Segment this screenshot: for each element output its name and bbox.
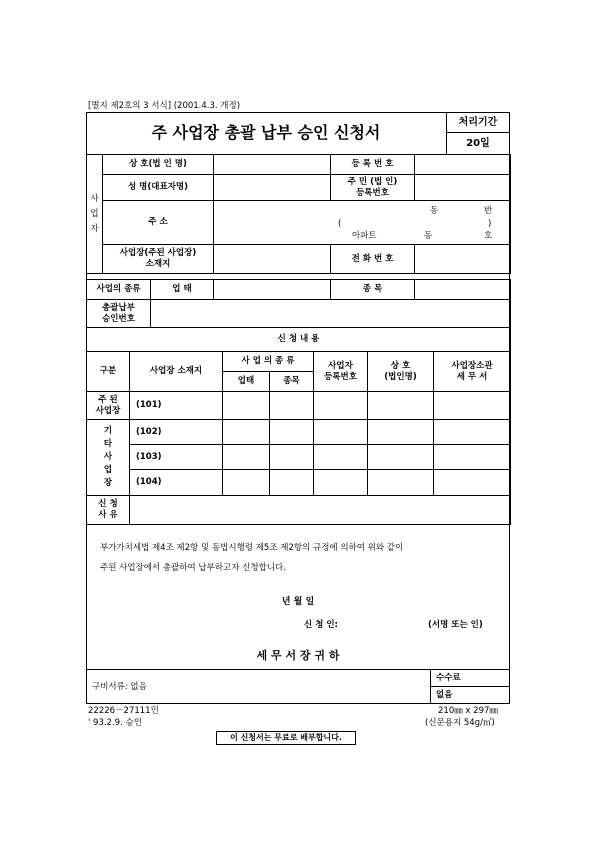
table-row [87,445,511,470]
business-name-field[interactable] [214,155,331,175]
cell-input[interactable] [368,470,434,496]
paper-type: (신문용지 54g/㎡) [425,718,495,728]
other-business-code: (103) [130,445,223,470]
col-gubun: 구분 [87,352,130,392]
approval-date: ' 93.2.9. 승인 [88,718,142,728]
fee-label: 수수료 [436,673,461,683]
table-row [87,392,511,420]
business-category-label: 업 태 [151,280,214,300]
other-business-code: (102) [130,420,223,445]
cell-input[interactable] [270,470,314,496]
reason-label: 신 청 사 유 [87,496,130,525]
cell-input[interactable] [368,392,434,420]
approval-number-label: 총괄납부 승인번호 [87,300,151,328]
cell-input[interactable] [314,392,368,420]
location-label: 사업장(주된 사업장) 소재지 [103,245,214,274]
business-name-label: 상 호(법 인 명) [103,155,214,175]
cell-input[interactable] [368,445,434,470]
fee-value: 없음 [436,690,453,700]
applicant-side-label: 사 업 자 [87,155,103,274]
attachments: 구비서류: 없음 [92,682,147,692]
registration-number-field[interactable] [415,155,511,175]
main-business-code: (101) [130,392,223,420]
processing-period-label: 처리기간 [458,117,498,128]
col-business-category: 업태 [223,372,270,392]
cell-input[interactable] [314,470,368,496]
resident-number-label: 주 민 (법 인) 등록번호 [331,175,415,201]
other-business-code: (104) [130,470,223,496]
cell-input[interactable] [434,420,511,445]
cell-input[interactable] [434,445,511,470]
date-line: 년 월 일 [281,597,315,607]
signer-label: 신 청 인: [304,620,338,630]
col-business-item: 종목 [270,372,314,392]
col-business-name: 상 호 (법인명) [368,352,434,392]
cell-input[interactable] [434,470,511,496]
cell-input[interactable] [223,392,270,420]
business-type-table [86,279,511,328]
cell-input[interactable] [434,392,511,420]
processing-period-value: 20일 [466,138,490,149]
table-row [87,420,511,445]
reason-field[interactable] [130,496,511,525]
representative-field[interactable] [214,175,331,201]
representative-label: 성 명(대표자명) [103,175,214,201]
sign-note: (서명 또는 인) [428,620,483,630]
cell-input[interactable] [270,392,314,420]
form-reference: [별지 제2호의 3 서식] (2001.4.3. 개정) [88,101,241,111]
content-header: 신 청 내 용 [87,328,511,352]
phone-label: 전 화 번 호 [331,245,415,274]
resident-number-field[interactable] [415,175,511,201]
form-title: 주 사업장 총괄 납부 승인 신청서 [151,123,381,142]
location-field[interactable] [214,245,331,274]
other-business-label: 기 타 사 업 장 [87,420,130,496]
col-business-type: 사 업 의 종 류 [223,352,314,372]
form-code: 22226－27111민 [88,706,159,716]
cell-input[interactable] [314,445,368,470]
business-item-field[interactable] [415,280,511,300]
table-row [87,470,511,496]
cell-input[interactable] [223,445,270,470]
registration-number-label: 등 록 번 호 [331,155,415,175]
cell-input[interactable] [223,420,270,445]
business-item-label: 종 목 [331,280,415,300]
cell-input[interactable] [270,445,314,470]
address-label: 주 소 [103,201,214,245]
statement-line-2: 주된 사업장에서 총괄하여 납부하고자 신청합니다. [100,563,286,573]
approval-number-field[interactable] [151,300,511,328]
business-category-field[interactable] [214,280,331,300]
addressee: 세 무 서 장 귀 하 [256,649,340,662]
application-content-table [86,327,511,525]
applicant-table [86,154,511,274]
main-business-label: 주 된 사업장 [87,392,130,420]
business-type-label: 사업의 종류 [87,280,151,300]
free-distribution-notice: 이 신청서는 무료로 배부합니다. [216,731,356,745]
paper-size: 210㎜ x 297㎜ [438,706,498,716]
cell-input[interactable] [368,420,434,445]
statement-line-1: 부가가치세법 제4조 제2항 및 동법시행령 제5조 제2항의 규정에 의하여 위와 같이 [100,543,404,553]
cell-input[interactable] [314,420,368,445]
address-field[interactable]: 동 반 ( ) 아파트 동 호 [214,201,511,245]
col-location: 사업장 소재지 [130,352,223,392]
cell-input[interactable] [223,470,270,496]
col-registration: 사업자 등록번호 [314,352,368,392]
phone-field[interactable] [415,245,511,274]
cell-input[interactable] [270,420,314,445]
col-tax-office: 사업장소관 세 무 서 [434,352,511,392]
